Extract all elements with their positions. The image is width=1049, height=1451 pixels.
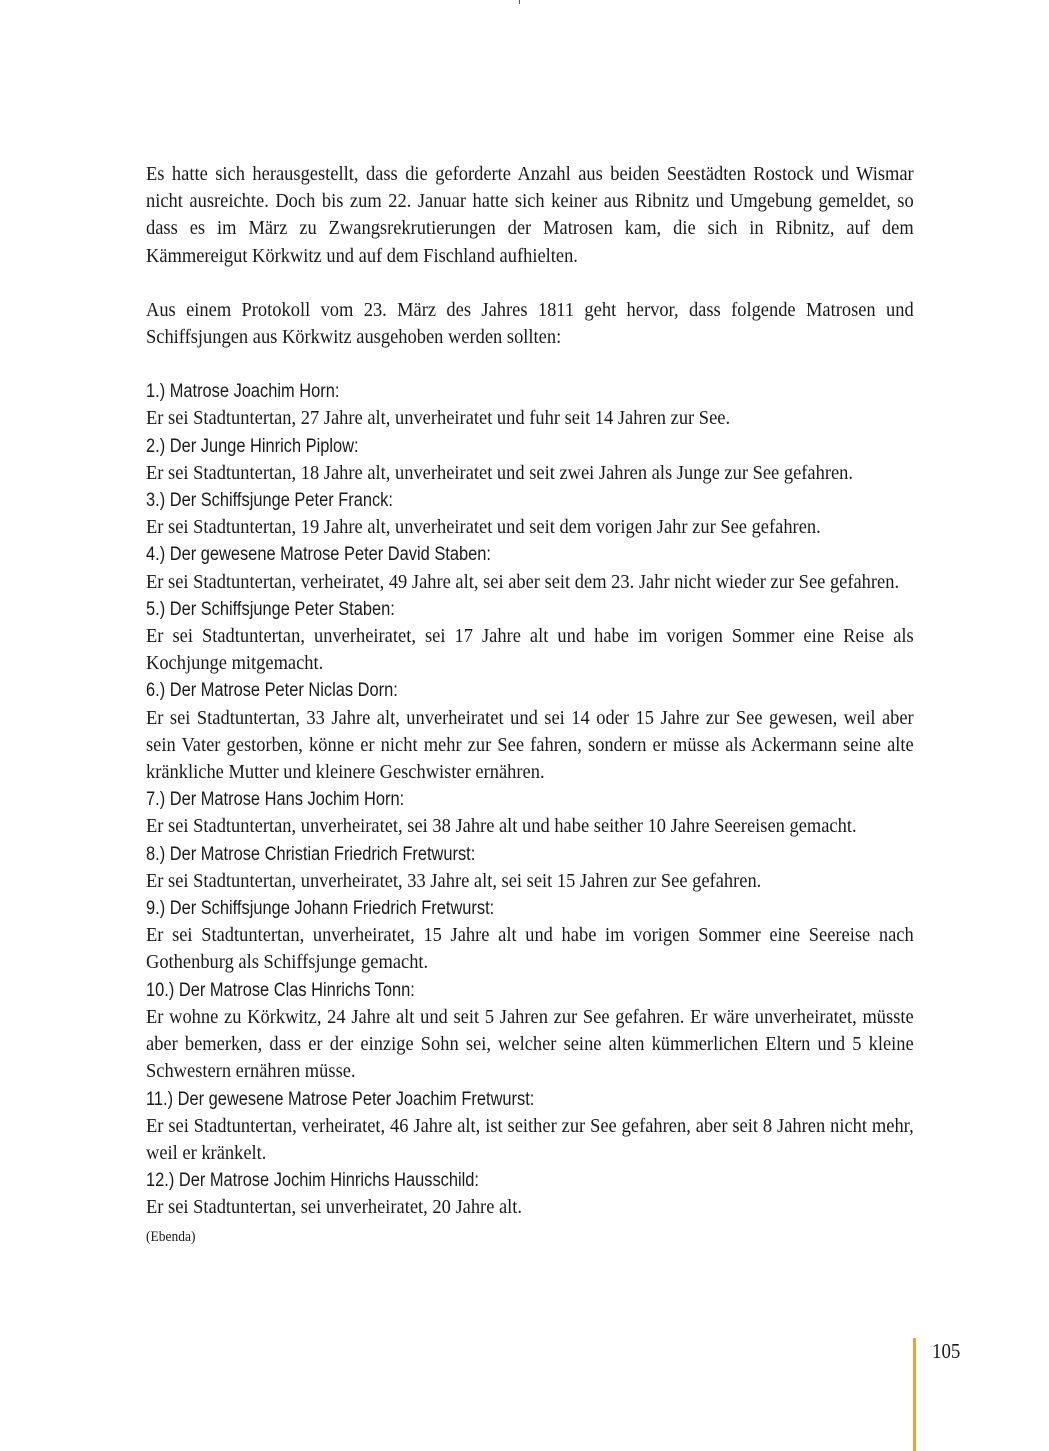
entry-text-5: Er sei Stadtuntertan, unverheiratet, sei 17 Jahre alt und habe im vorigen Sommer eine Reise als Kochjunge mitgemacht. bbox=[146, 625, 914, 675]
page-body bbox=[146, 161, 914, 1252]
entry-list bbox=[146, 378, 914, 1221]
entry-heading-4: 4.) Der gewesene Matrose Peter David Staben: bbox=[146, 544, 491, 566]
entry-heading-9: 9.) Der Schiffsjunge Johann Friedrich Fretwurst: bbox=[146, 898, 495, 920]
paragraph-gap bbox=[146, 351, 914, 378]
page-number: 105 bbox=[932, 1339, 961, 1363]
entry-heading-11: 11.) Der gewesene Matrose Peter Joachim Fretwurst: bbox=[146, 1088, 535, 1110]
intro-paragraph-1: Es hatte sich herausgestellt, dass die geforderte Anzahl aus beiden Seestädten Rostock und Wismar nicht ausreichte. Doch bis zum 22. Januar hatte sich keiner aus Ribnitz und Umgebung gemeldet, so dass es im März zu Zwangsrekrutierungen der Matrosen kam, die sich in Ribnitz, auf dem Kämmereigut Körkwitz und auf dem Fischland aufhielten. bbox=[146, 163, 914, 267]
entry-text-7: Er sei Stadtuntertan, unverheiratet, sei 38 Jahre alt und habe seither 10 Jahre Seereisen gemacht. bbox=[146, 815, 857, 838]
page-number-accent-rule bbox=[913, 1338, 916, 1451]
entry-text-8: Er sei Stadtuntertan, unverheiratet, 33 Jahre alt, sei seit 15 Jahren zur See gefahren. bbox=[146, 869, 762, 892]
entry-heading-5: 5.) Der Schiffsjunge Peter Staben: bbox=[146, 598, 395, 620]
entry-heading-12: 12.) Der Matrose Jochim Hinrichs Hausschild: bbox=[146, 1170, 479, 1192]
entry-heading-7: 7.) Der Matrose Hans Jochim Horn: bbox=[146, 789, 405, 811]
entry-text-12: Er sei Stadtuntertan, sei unverheiratet, 20 Jahre alt. bbox=[146, 1196, 523, 1219]
entry-text-2: Er sei Stadtuntertan, 18 Jahre alt, unverheiratet und seit zwei Jahren als Junge zur See gefahren. bbox=[146, 461, 853, 484]
crop-mark-left bbox=[519, 0, 520, 4]
entry-heading-3: 3.) Der Schiffsjunge Peter Franck: bbox=[146, 490, 393, 512]
entry-text-3: Er sei Stadtuntertan, 19 Jahre alt, unverheiratet und seit dem vorigen Jahr zur See gefahren. bbox=[146, 516, 821, 539]
entry-heading-10: 10.) Der Matrose Clas Hinrichs Tonn: bbox=[146, 979, 415, 1001]
entry-heading-1: 1.) Matrose Joachim Horn: bbox=[146, 381, 340, 403]
entry-heading-6: 6.) Der Matrose Peter Niclas Dorn: bbox=[146, 680, 398, 702]
entry-heading-8: 8.) Der Matrose Christian Friedrich Fretwurst: bbox=[146, 843, 476, 865]
entry-text-11: Er sei Stadtuntertan, verheiratet, 46 Jahre alt, ist seither zur See gefahren, aber seit 8 Jahren nicht mehr, weil er kränkelt. bbox=[146, 1114, 914, 1164]
entry-text-1: Er sei Stadtuntertan, 27 Jahre alt, unverheiratet und fuhr seit 14 Jahren zur See. bbox=[146, 407, 731, 430]
source-note: (Ebenda) bbox=[146, 1228, 196, 1245]
entry-text-9: Er sei Stadtuntertan, unverheiratet, 15 Jahre alt und habe im vorigen Sommer eine Seereise nach Gothenburg als Schiffsjunge gemacht. bbox=[146, 924, 914, 974]
entry-text-4: Er sei Stadtuntertan, verheiratet, 49 Jahre alt, sei aber seit dem 23. Jahr nicht wieder zur See gefahren. bbox=[146, 570, 900, 593]
intro-paragraph-2: Aus einem Protokoll vom 23. März des Jahres 1811 geht hervor, dass folgende Matrosen und Schiffsjungen aus Körkwitz ausgehoben werden sollten: bbox=[146, 298, 914, 349]
entry-text-10: Er wohne zu Körkwitz, 24 Jahre alt und seit 5 Jahren zur See gefahren. Er wäre unverheiratet, müsste aber bemerken, dass er der einzige Sohn sei, welcher seine alten kümmerlichen Eltern und 5 kleine Schwestern ernähren müsse. bbox=[146, 1005, 914, 1083]
entry-text-6: Er sei Stadtuntertan, 33 Jahre alt, unverheiratet und sei 14 oder 15 Jahre zur See gewesen, weil aber sein Vater gestorben, könne er nicht mehr zur See fahren, sondern er müsse als Ackermann seine alte kränkliche Mutter und kleinere Geschwister ernähren. bbox=[146, 706, 914, 784]
paragraph-gap bbox=[146, 270, 914, 297]
entry-heading-2: 2.) Der Junge Hinrich Piplow: bbox=[146, 435, 359, 457]
